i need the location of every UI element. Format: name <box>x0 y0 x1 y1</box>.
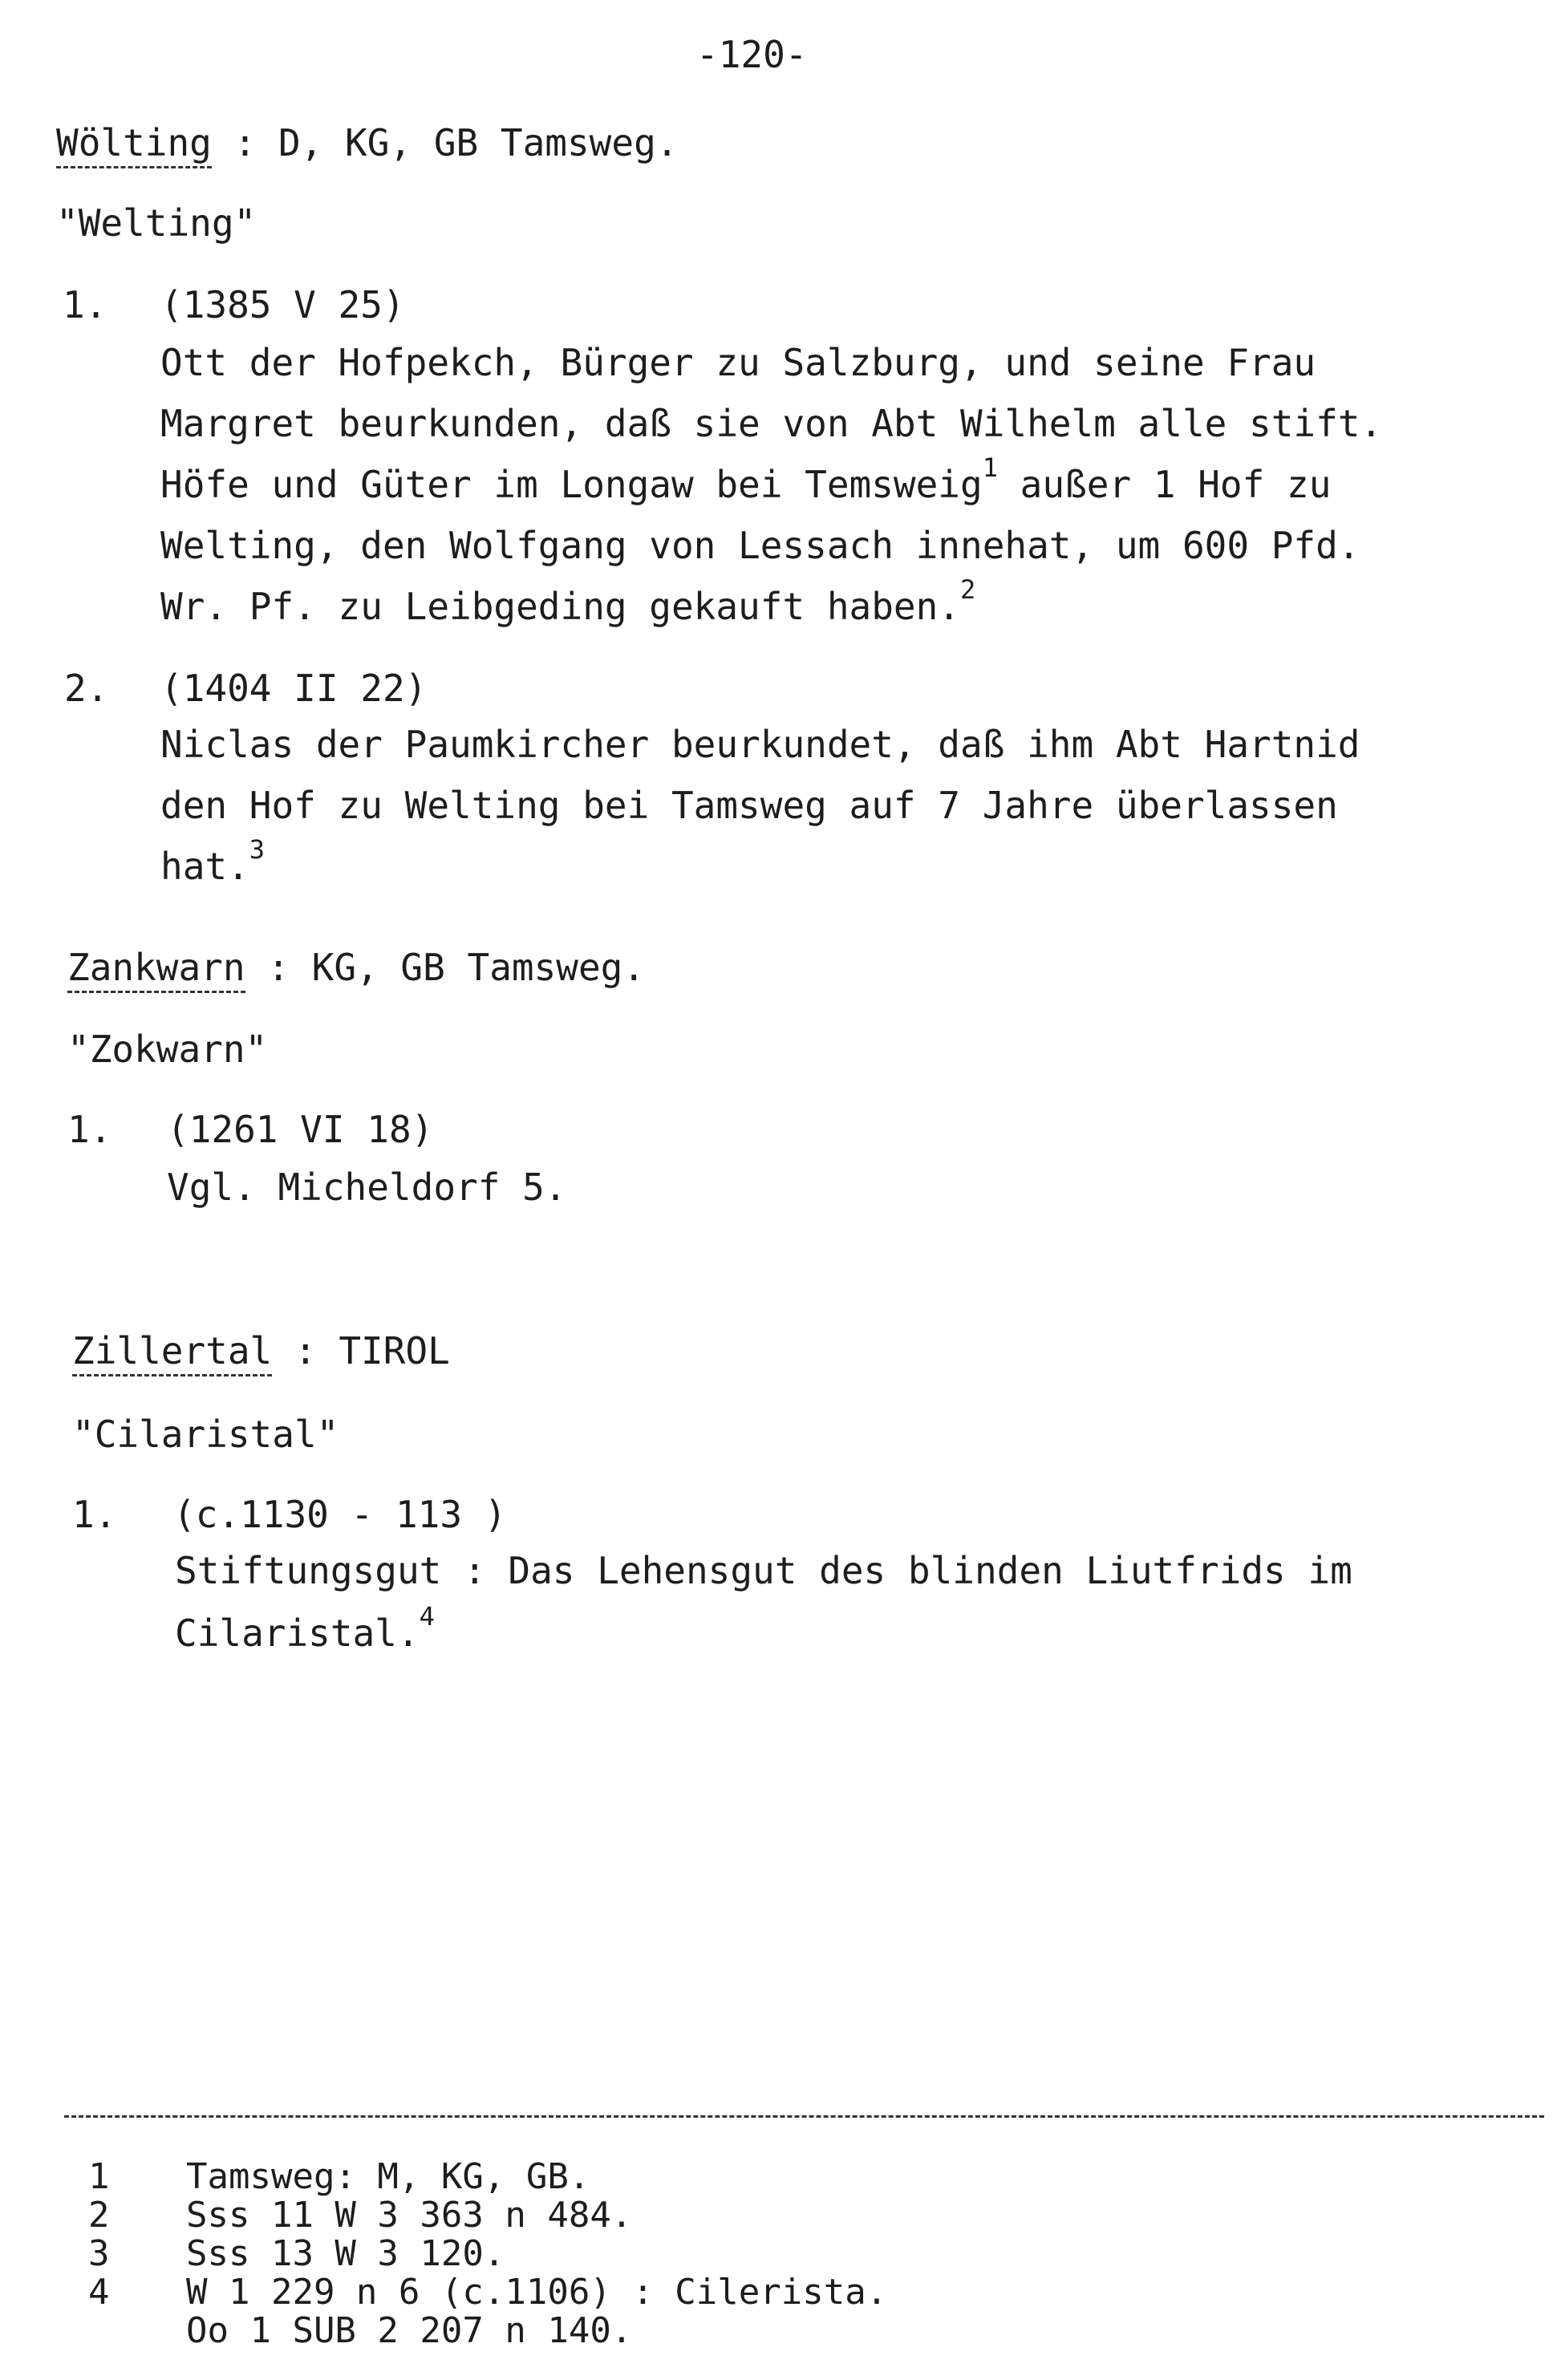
item-date: (c.1130 - 113 ) <box>173 1493 507 1536</box>
item-text-line: hat.$^3$ <box>160 834 266 888</box>
footnote-text: W 1 229 n 6 (c.1106) : Cilerista. <box>186 2272 888 2313</box>
entry-heading-zillertal <box>72 1328 450 1373</box>
footnote-ref: 1 <box>982 452 998 483</box>
item-text-line: den Hof zu Welting bei Tamsweg auf 7 Jahre überlassen <box>160 784 1338 827</box>
footnote-ref: 2 <box>960 574 976 605</box>
item-text-line: Stiftungsgut : Das Lehensgut des blinden Liutfrids im <box>175 1549 1352 1592</box>
item-number: 1. <box>67 1108 112 1151</box>
item-number: 2. <box>64 667 109 710</box>
entry-heading-woelting <box>56 120 678 165</box>
item-number: 1. <box>63 283 107 326</box>
item-date: (1404 II 22) <box>160 667 428 710</box>
footnote-ref: 4 <box>419 1601 435 1632</box>
item-date: (1261 VI 18) <box>167 1108 434 1151</box>
variant-name: "Welting" <box>56 201 257 245</box>
place-info: : TIROL <box>272 1329 450 1372</box>
footnote-separator <box>64 2115 1544 2118</box>
item-text-line: Höfe und Güter im Longaw bei Temsweig$^1$ außer 1 Hof zu <box>160 452 1332 506</box>
item-text-line: Niclas der Paumkircher beurkundet, daß ihm Abt Hartnid <box>160 723 1360 766</box>
item-text-line: Welting, den Wolfgang von Lessach innehat, um 600 Pfd. <box>160 524 1360 567</box>
entry-heading-zankwarn <box>67 945 645 990</box>
item-date: (1385 V 25) <box>160 283 405 326</box>
footnote-ref: 3 <box>249 834 266 865</box>
item-text-line: Vgl. Micheldorf 5. <box>167 1166 567 1209</box>
item-text-line: Cilaristal.$^4$ <box>175 1601 435 1655</box>
place-name: Zillertal <box>72 1329 272 1377</box>
place-name: Zankwarn <box>67 946 245 993</box>
footnote-number: 2 <box>88 2195 110 2236</box>
place-name: Wölting <box>56 121 212 168</box>
footnote-number: 1 <box>88 2156 110 2197</box>
footnote-text: Sss 13 W 3 120. <box>186 2233 505 2274</box>
footnote-number: 4 <box>88 2272 110 2313</box>
page-number: -120- <box>696 33 808 76</box>
place-info: : D, KG, GB Tamsweg. <box>211 121 679 164</box>
footnote-text: Oo 1 SUB 2 207 n 140. <box>186 2310 633 2351</box>
footnote-number: 3 <box>88 2233 110 2274</box>
variant-name: "Zokwarn" <box>67 1028 268 1071</box>
footnote-text: Sss 11 W 3 363 n 484. <box>186 2195 633 2236</box>
footnote-text: Tamsweg: M, KG, GB. <box>186 2156 590 2197</box>
item-text-line: Ott der Hofpekch, Bürger zu Salzburg, und seine Frau <box>160 341 1316 384</box>
variant-name: "Cilaristal" <box>72 1413 339 1456</box>
item-number: 1. <box>72 1493 117 1536</box>
place-info: : KG, GB Tamsweg. <box>245 946 646 989</box>
item-text-line: Margret beurkunden, daß sie von Abt Wilhelm alle stift. <box>160 402 1383 445</box>
item-text-line: Wr. Pf. zu Leibgeding gekauft haben.$^2$ <box>160 574 976 628</box>
